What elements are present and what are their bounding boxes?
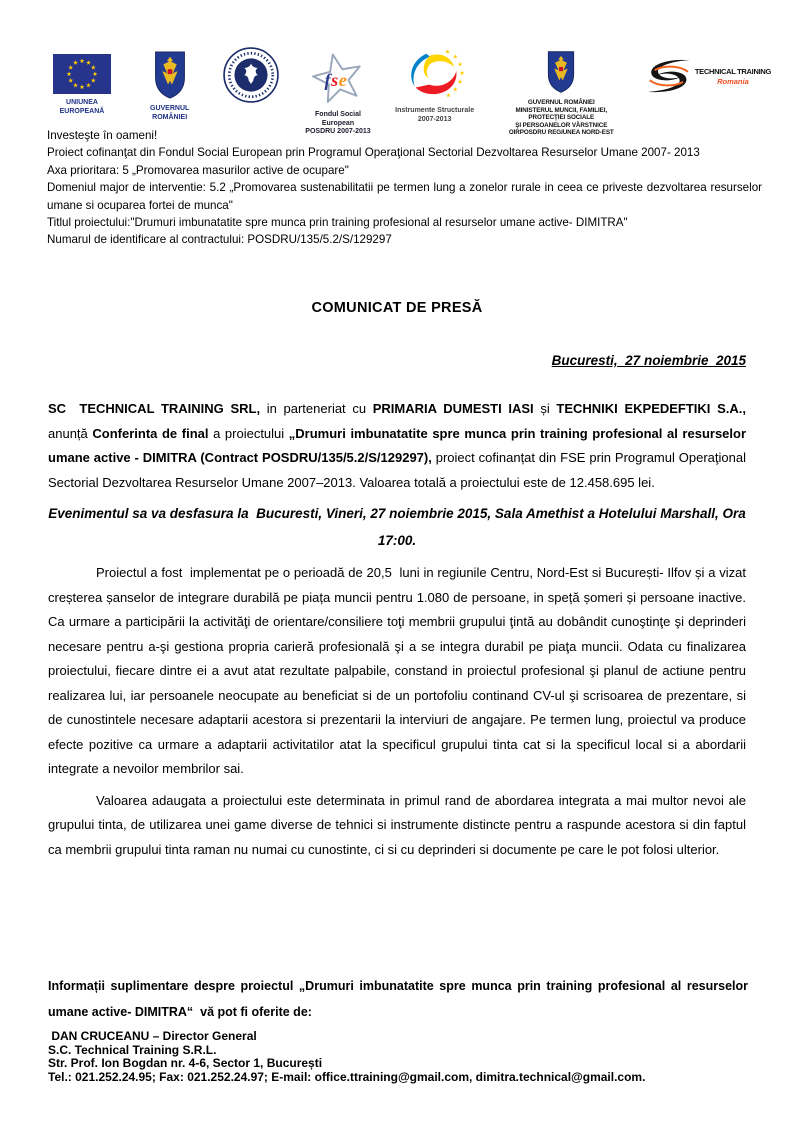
paragraph-event: Evenimentul sa va desfasura la Bucuresti, Vineri, 27 noiembrie 2015, Sala Amethist a Hotelului Marshall, Ora 17:00. — [48, 506, 750, 548]
logo-strip — [46, 46, 772, 137]
ministry-logo-label: GUVERNUL ROMÂNIEI MINISTERUL MUNCII, FAMILIEI, PROTECŢIEI SOCIALE ŞI PERSOANELOR VÂRSTNICE OIRPOSDRU REGIUNEA NORD-EST — [508, 99, 614, 137]
structural-logo-label: Instrumente Structurale 2007-2013 — [395, 107, 475, 123]
fse-logo-block — [298, 46, 378, 137]
romania-coat-of-arms-icon — [150, 50, 190, 100]
fse-letter-e: e — [338, 69, 347, 90]
contact-name: DAN CRUCEANU – Director General — [48, 1029, 257, 1043]
header-line-cofinance: Proiect cofinanţat din Fondul Social European prin Programul Operaţional Sectorial Dezvoltarea Resurselor Umane 2007- 2013 — [47, 146, 700, 160]
fse-logo-label: Fondul Social European POSDRU 2007-2013 — [305, 111, 371, 135]
body-text — [48, 397, 750, 862]
contact-company: S.C. Technical Training S.R.L. — [48, 1042, 217, 1057]
eu-logo-label: UNIUNEA EUROPEANĂ — [59, 99, 105, 115]
structural-instruments-icon — [401, 46, 469, 102]
header-line-project-title: Titlul proiectului:"Drumuri imbunatatite spre munca prin training profesional al resurselor umane active- DIMITRA" — [47, 216, 628, 230]
structural-logo-block — [395, 46, 475, 124]
contact-tel-line — [48, 1071, 748, 1085]
technical-training-swoosh-icon — [643, 56, 693, 96]
contact-address: Str. Prof. Ion Bogdan nr. 4-6, Sector 1, București — [48, 1056, 323, 1071]
government-seal-icon — [222, 46, 280, 104]
dateline: Bucuresti, 27 noiembrie 2015 — [551, 353, 746, 368]
tel-fax-prefix: Tel.: 021.252.24.95; Fax: 021.252.24.97; E-mail: — [48, 1069, 315, 1084]
technical-training-region: Romania — [717, 76, 749, 86]
email-link-office[interactable]: office.ttraining@gmail.com — [314, 1069, 469, 1084]
technical-training-logo-block — [648, 46, 772, 96]
gov-logo-label: GUVERNUL ROMÂNIEI — [150, 105, 190, 121]
footer-contact-block — [48, 973, 752, 1084]
fse-star-icon — [303, 52, 373, 106]
fse-letter-f: f — [324, 69, 331, 90]
ministry-coat-of-arms-icon — [544, 50, 578, 94]
email-separator: , — [469, 1069, 476, 1084]
email-link-dimitra[interactable]: dimitra.technical@gmail.com — [475, 1069, 643, 1084]
paragraph-project-results: Proiectul a fost implementat pe o perioadă de 20,5 luni in regiunile Centru, Nord-Est si București- Ilfov și a vizat creșterea șanselor de integrare durabilă pe piața muncii pentru 1.080 de persoane, in speță șomeri și persoane inactive. Ca urmare a participării la activităţi de orientare/consiliere toţi membrii grupului ţintă au dobândit cunoştinţe şi deprinderi necesare pentru a-şi gestiona propria carieră profesională şi a se integra durabil pe piaţa muncii. Odata cu finalizarea proiectului, fiecare dintre ei a avut atat rezultate palpabile, constand in proiectul profesional şi planul de actiune pentru realizarea lui, iar persoanele neocupate au beneficiat si de un portofoliu continand CV-ul şi scrisoarea de prezentare, si de cunostintele necesare adaptarii acestora si prezentarii la interviuri de angajare. Pe termen lung, proiectul va produce efecte pozitive ca urmare a adaptarii activitatilor atat la specificul grupului tinta cat si la specificul local si a abordarii integrate a nevoilor membrilor sai. — [48, 565, 750, 776]
gov-logo-block — [135, 46, 205, 122]
header-line-axis: Axa prioritara: 5 „Promovarea masurilor active de ocupare" — [47, 163, 349, 177]
fse-letter-s: s — [331, 69, 339, 90]
eu-flag-icon — [53, 54, 111, 94]
paragraph-announcement: SC TECHNICAL TRAINING SRL, in parteneriat cu PRIMARIA DUMESTI IASI și TECHNIKI EKPEDEFTIKI S.A., anunță Conferinta de final a proiectului „Drumuri imbunatatite spre munca prin training profesional al resurselor umane active - DIMITRA (Contract POSDRU/135/5.2/S/129297), proiect cofinanțat din FSE prin Programul Operaţional Sectorial Dezvoltarea Resurselor Umane 2007–2013. Valoarea totală a proiectului este de 12.458.695 lei. — [48, 401, 750, 490]
header-line-domain: Domeniul major de interventie: 5.2 „Promovarea sustenabilitatii pe termen lung a zonelor rurale in ceea ce priveste dezvoltarea resurselor umane si ocuparea fortei de munca" — [47, 181, 762, 212]
ministry-logo-block — [491, 46, 631, 137]
svg-text:fse — [324, 70, 346, 90]
seal-logo-block — [221, 46, 281, 104]
header-line-contract-number: Numarul de identificare al contractului: POSDRU/135/5.2/S/129297 — [47, 233, 392, 247]
header-line-slogan: Investeşte în oameni! — [47, 129, 158, 142]
paragraph-added-value: Valoarea adaugata a proiectului este determinata in primul rand de abordarea integrata a mai multor nevoi ale grupului tinta, de utilizarea unei game diverse de tehnici si instrumente distincte pentru a raspunde acestora si din faptul ca membrii grupului tinta raman nu numai cu cunostinte, ci si cu deprinderi si documente pe care le pot folosi ulterior. — [48, 792, 750, 857]
eu-logo-block — [46, 46, 118, 116]
sentence-period: . — [642, 1069, 646, 1084]
footer-intro: Informații suplimentare despre proiectul „Drumuri imbunatatite spre munca prin training profesional al resurselor umane active- DIMITRA“ vă pot fi oferite de: — [48, 979, 752, 1019]
document-title: COMUNICAT DE PRESĂ — [311, 300, 483, 316]
technical-training-name: TECHNICAL TRAINING — [694, 66, 772, 76]
program-header — [47, 127, 762, 249]
